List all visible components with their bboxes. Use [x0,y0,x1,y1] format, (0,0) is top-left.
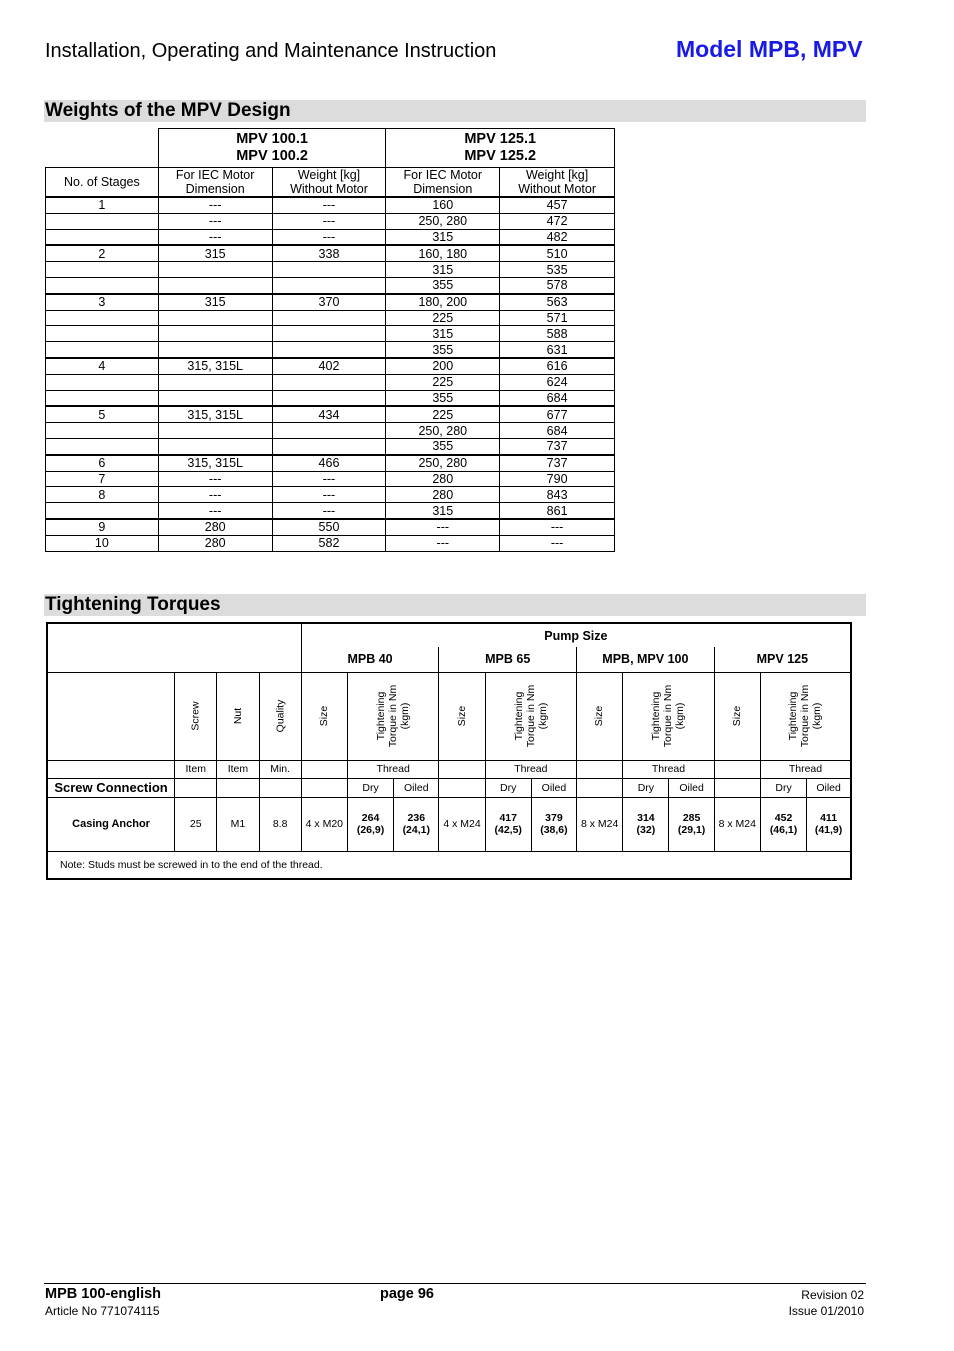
weights-cell-m1: 280 [158,519,272,535]
weights-cell-m1: --- [158,503,272,519]
weights-cell-m2: 280 [386,471,500,487]
weights-cell-w1: --- [272,487,386,503]
nut-item-value: M1 [217,797,259,851]
weights-row [46,487,615,503]
size-header-0: Size [301,672,347,760]
weights-row [46,471,615,487]
weights-cell-w1: 582 [272,535,386,551]
weights-row [46,374,615,390]
weights-cell-stage: 4 [46,358,159,374]
weights-cell-m1 [158,438,272,454]
size-header-2: Size [577,672,623,760]
oiled-label-0: Oiled [394,778,439,797]
quality-value: 8.8 [259,797,301,851]
weights-cell-m2: 355 [386,390,500,406]
weights-cell-stage [46,438,159,454]
weights-cell-m1: 280 [158,535,272,551]
footer-page-number: page 96 [380,1286,434,1302]
weights-cell-stage: 7 [46,471,159,487]
weights-row [46,390,615,406]
weights-cell-w2: 677 [500,406,615,422]
weights-cell-w1 [272,374,386,390]
weights-row [46,535,615,551]
weights-cell-m1: --- [158,197,272,213]
torque-header-1: Tightening Torque in Nm (kgm) [485,672,576,760]
weights-cell-w2: 684 [500,390,615,406]
weights-cell-w1 [272,342,386,358]
size-header-3: Size [714,672,760,760]
weights-cell-m2: --- [386,519,500,535]
size-blank [439,760,485,778]
pump-header-mpv125: MPV 125 [714,647,851,672]
thread-label-2: Thread [623,760,714,778]
weights-cell-w2: 457 [500,197,615,213]
weights-cell-w1 [272,262,386,278]
weights-cell-m1: 315, 315L [158,358,272,374]
weights-cell-w1 [272,326,386,342]
weights-cell-m2: 315 [386,262,500,278]
weights-cell-w2: 578 [500,277,615,293]
oiled-value-2: 285 (29,1) [669,797,714,851]
weights-cell-m2: 315 [386,229,500,245]
col-header-nut: Nut [217,672,259,760]
pump-header-mpb65: MPB 65 [439,647,577,672]
weights-cell-w2: --- [500,519,615,535]
weights-row [46,197,615,213]
weights-cell-m1: --- [158,229,272,245]
footer-article-no: Article No 771074115 [45,1304,160,1318]
weights-cell-m2: 225 [386,406,500,422]
weights-cell-stage [46,213,159,229]
size-value-1: 4 x M24 [439,797,485,851]
weights-section-heading: Weights of the MPV Design [44,100,866,122]
weights-cell-m2: 280 [386,487,500,503]
weights-row [46,503,615,519]
thread-label-0: Thread [347,760,438,778]
size-blank [714,760,760,778]
footer-issue: Issue 01/2010 [788,1304,864,1318]
size-blank [714,778,760,797]
weights-cell-stage [46,262,159,278]
col-header-screw: Screw [175,672,217,760]
thread-label-1: Thread [485,760,576,778]
group-header-mpv100: MPV 100.1 MPV 100.2 [158,129,386,168]
torque-note: Note: Studs must be screwed in to the end of the thread. [47,851,851,879]
weights-cell-w1: 338 [272,245,386,261]
dry-label-1: Dry [485,778,531,797]
weights-cell-w1 [272,438,386,454]
weights-cell-w2: 737 [500,438,615,454]
weights-cell-w1: --- [272,197,386,213]
weights-cell-stage: 10 [46,535,159,551]
weights-cell-w2: 535 [500,262,615,278]
weights-cell-m1 [158,310,272,326]
size-value-0: 4 x M20 [301,797,347,851]
pump-size-header: Pump Size [301,623,851,647]
screw-connection-label: Screw Connection [47,778,175,797]
weights-table [45,128,615,552]
weights-cell-stage [46,374,159,390]
size-value-2: 8 x M24 [577,797,623,851]
dry-value-3: 452 (46,1) [760,797,806,851]
weights-cell-stage: 6 [46,455,159,471]
weights-row [46,262,615,278]
weights-row [46,277,615,293]
weights-cell-m2: 225 [386,374,500,390]
weights-cell-w2: 510 [500,245,615,261]
weights-row [46,358,615,374]
footer-doc-name: MPB 100-english [45,1286,162,1302]
weights-cell-w1: 466 [272,455,386,471]
weights-cell-stage [46,310,159,326]
weights-cell-m1 [158,374,272,390]
dry-label-3: Dry [760,778,806,797]
weights-cell-stage [46,326,159,342]
weights-cell-m1: --- [158,487,272,503]
torque-header-0: Tightening Torque in Nm (kgm) [347,672,438,760]
weights-cell-w2: 482 [500,229,615,245]
col-header-weight-1: Weight [kg] Without Motor [272,168,386,198]
weights-cell-m1: 315 [158,294,272,310]
dry-value-1: 417 (42,5) [485,797,531,851]
oiled-value-0: 236 (24,1) [394,797,439,851]
weights-cell-m2: 250, 280 [386,213,500,229]
weights-cell-stage [46,503,159,519]
size-value-3: 8 x M24 [714,797,760,851]
weights-cell-m2: 355 [386,277,500,293]
weights-cell-stage [46,390,159,406]
pump-header-mpb-mpv100: MPB, MPV 100 [577,647,715,672]
screw-item-label: Item [175,760,217,778]
weights-row [46,423,615,439]
weights-cell-m1 [158,342,272,358]
weights-cell-m2: 315 [386,503,500,519]
dry-label-2: Dry [623,778,669,797]
weights-cell-w1 [272,310,386,326]
weights-cell-w2: 624 [500,374,615,390]
weights-cell-stage: 2 [46,245,159,261]
weights-row [46,294,615,310]
col-header-motor-1: For IEC Motor Dimension [158,168,272,198]
weights-cell-w1: --- [272,471,386,487]
col-header-quality: Quality [259,672,301,760]
weights-cell-w2: 684 [500,423,615,439]
weights-cell-stage: 3 [46,294,159,310]
weights-cell-w2: 631 [500,342,615,358]
torque-header-2: Tightening Torque in Nm (kgm) [623,672,714,760]
pump-header-mpb40: MPB 40 [301,647,439,672]
oiled-label-2: Oiled [669,778,714,797]
size-blank [301,778,347,797]
weights-row [46,406,615,422]
weights-cell-w1 [272,423,386,439]
weights-cell-m2: 225 [386,310,500,326]
oiled-value-1: 379 (38,6) [531,797,576,851]
weights-cell-m1: --- [158,471,272,487]
weights-row [46,245,615,261]
casing-anchor-label: Casing Anchor [47,797,175,851]
weights-cell-m1: 315, 315L [158,406,272,422]
weights-cell-stage: 9 [46,519,159,535]
weights-cell-w2: 861 [500,503,615,519]
oiled-value-3: 411 (41,9) [807,797,851,851]
weights-row [46,213,615,229]
weights-cell-m1: --- [158,213,272,229]
footer-revision: Revision 02 [801,1288,864,1302]
quality-min-label: Min. [259,760,301,778]
weights-cell-m2: 315 [386,326,500,342]
weights-cell-w1: 370 [272,294,386,310]
oiled-label-1: Oiled [531,778,576,797]
torque-section-heading: Tightening Torques [44,594,866,616]
weights-cell-stage: 8 [46,487,159,503]
group-header-mpv125: MPV 125.1 MPV 125.2 [386,129,615,168]
col-header-motor-2: For IEC Motor Dimension [386,168,500,198]
weights-cell-m1: 315 [158,245,272,261]
weights-cell-w2: 563 [500,294,615,310]
weights-cell-stage [46,423,159,439]
weights-cell-w1 [272,390,386,406]
weights-cell-m1 [158,390,272,406]
col-header-weight-2: Weight [kg] Without Motor [500,168,615,198]
oiled-label-3: Oiled [807,778,851,797]
weights-cell-w1: --- [272,229,386,245]
nut-item-label: Item [217,760,259,778]
weights-cell-m2: 180, 200 [386,294,500,310]
weights-cell-stage: 1 [46,197,159,213]
weights-row [46,519,615,535]
weights-cell-m2: 355 [386,438,500,454]
dry-value-2: 314 (32) [623,797,669,851]
weights-cell-w2: 790 [500,471,615,487]
weights-cell-m2: 250, 280 [386,455,500,471]
weights-cell-m2: 250, 280 [386,423,500,439]
weights-cell-w1: --- [272,213,386,229]
weights-cell-m1 [158,277,272,293]
screw-item-value: 25 [175,797,217,851]
dry-label-0: Dry [347,778,393,797]
weights-cell-stage [46,342,159,358]
weights-cell-w2: 472 [500,213,615,229]
size-blank [301,760,347,778]
thread-label-3: Thread [760,760,851,778]
weights-cell-m1: 315, 315L [158,455,272,471]
weights-cell-m2: --- [386,535,500,551]
weights-cell-m2: 160 [386,197,500,213]
weights-row [46,342,615,358]
col-header-stages: No. of Stages [46,168,159,198]
weights-row [46,455,615,471]
size-blank [577,778,623,797]
torque-header-3: Tightening Torque in Nm (kgm) [760,672,851,760]
footer-divider [44,1283,866,1284]
weights-row [46,310,615,326]
model-title: Model MPB, MPV [676,36,863,62]
weights-cell-m1 [158,326,272,342]
weights-cell-w1: 434 [272,406,386,422]
dry-value-0: 264 (26,9) [347,797,393,851]
weights-row [46,229,615,245]
weights-cell-m2: 355 [386,342,500,358]
weights-cell-w2: 737 [500,455,615,471]
weights-cell-stage [46,229,159,245]
weights-cell-m2: 160, 180 [386,245,500,261]
weights-cell-w2: 616 [500,358,615,374]
weights-cell-w1: 402 [272,358,386,374]
weights-row [46,326,615,342]
size-header-1: Size [439,672,485,760]
weights-cell-w2: 571 [500,310,615,326]
weights-cell-w2: 588 [500,326,615,342]
weights-cell-stage [46,277,159,293]
document-title: Installation, Operating and Maintenance Instruction [45,40,497,62]
weights-cell-m1 [158,423,272,439]
torque-table [46,622,852,880]
weights-cell-w1: 550 [272,519,386,535]
weights-row [46,438,615,454]
size-blank [577,760,623,778]
weights-cell-w2: --- [500,535,615,551]
weights-cell-m1 [158,262,272,278]
size-blank [439,778,485,797]
weights-cell-w1 [272,277,386,293]
weights-cell-w2: 843 [500,487,615,503]
weights-cell-m2: 200 [386,358,500,374]
weights-cell-w1: --- [272,503,386,519]
weights-cell-stage: 5 [46,406,159,422]
